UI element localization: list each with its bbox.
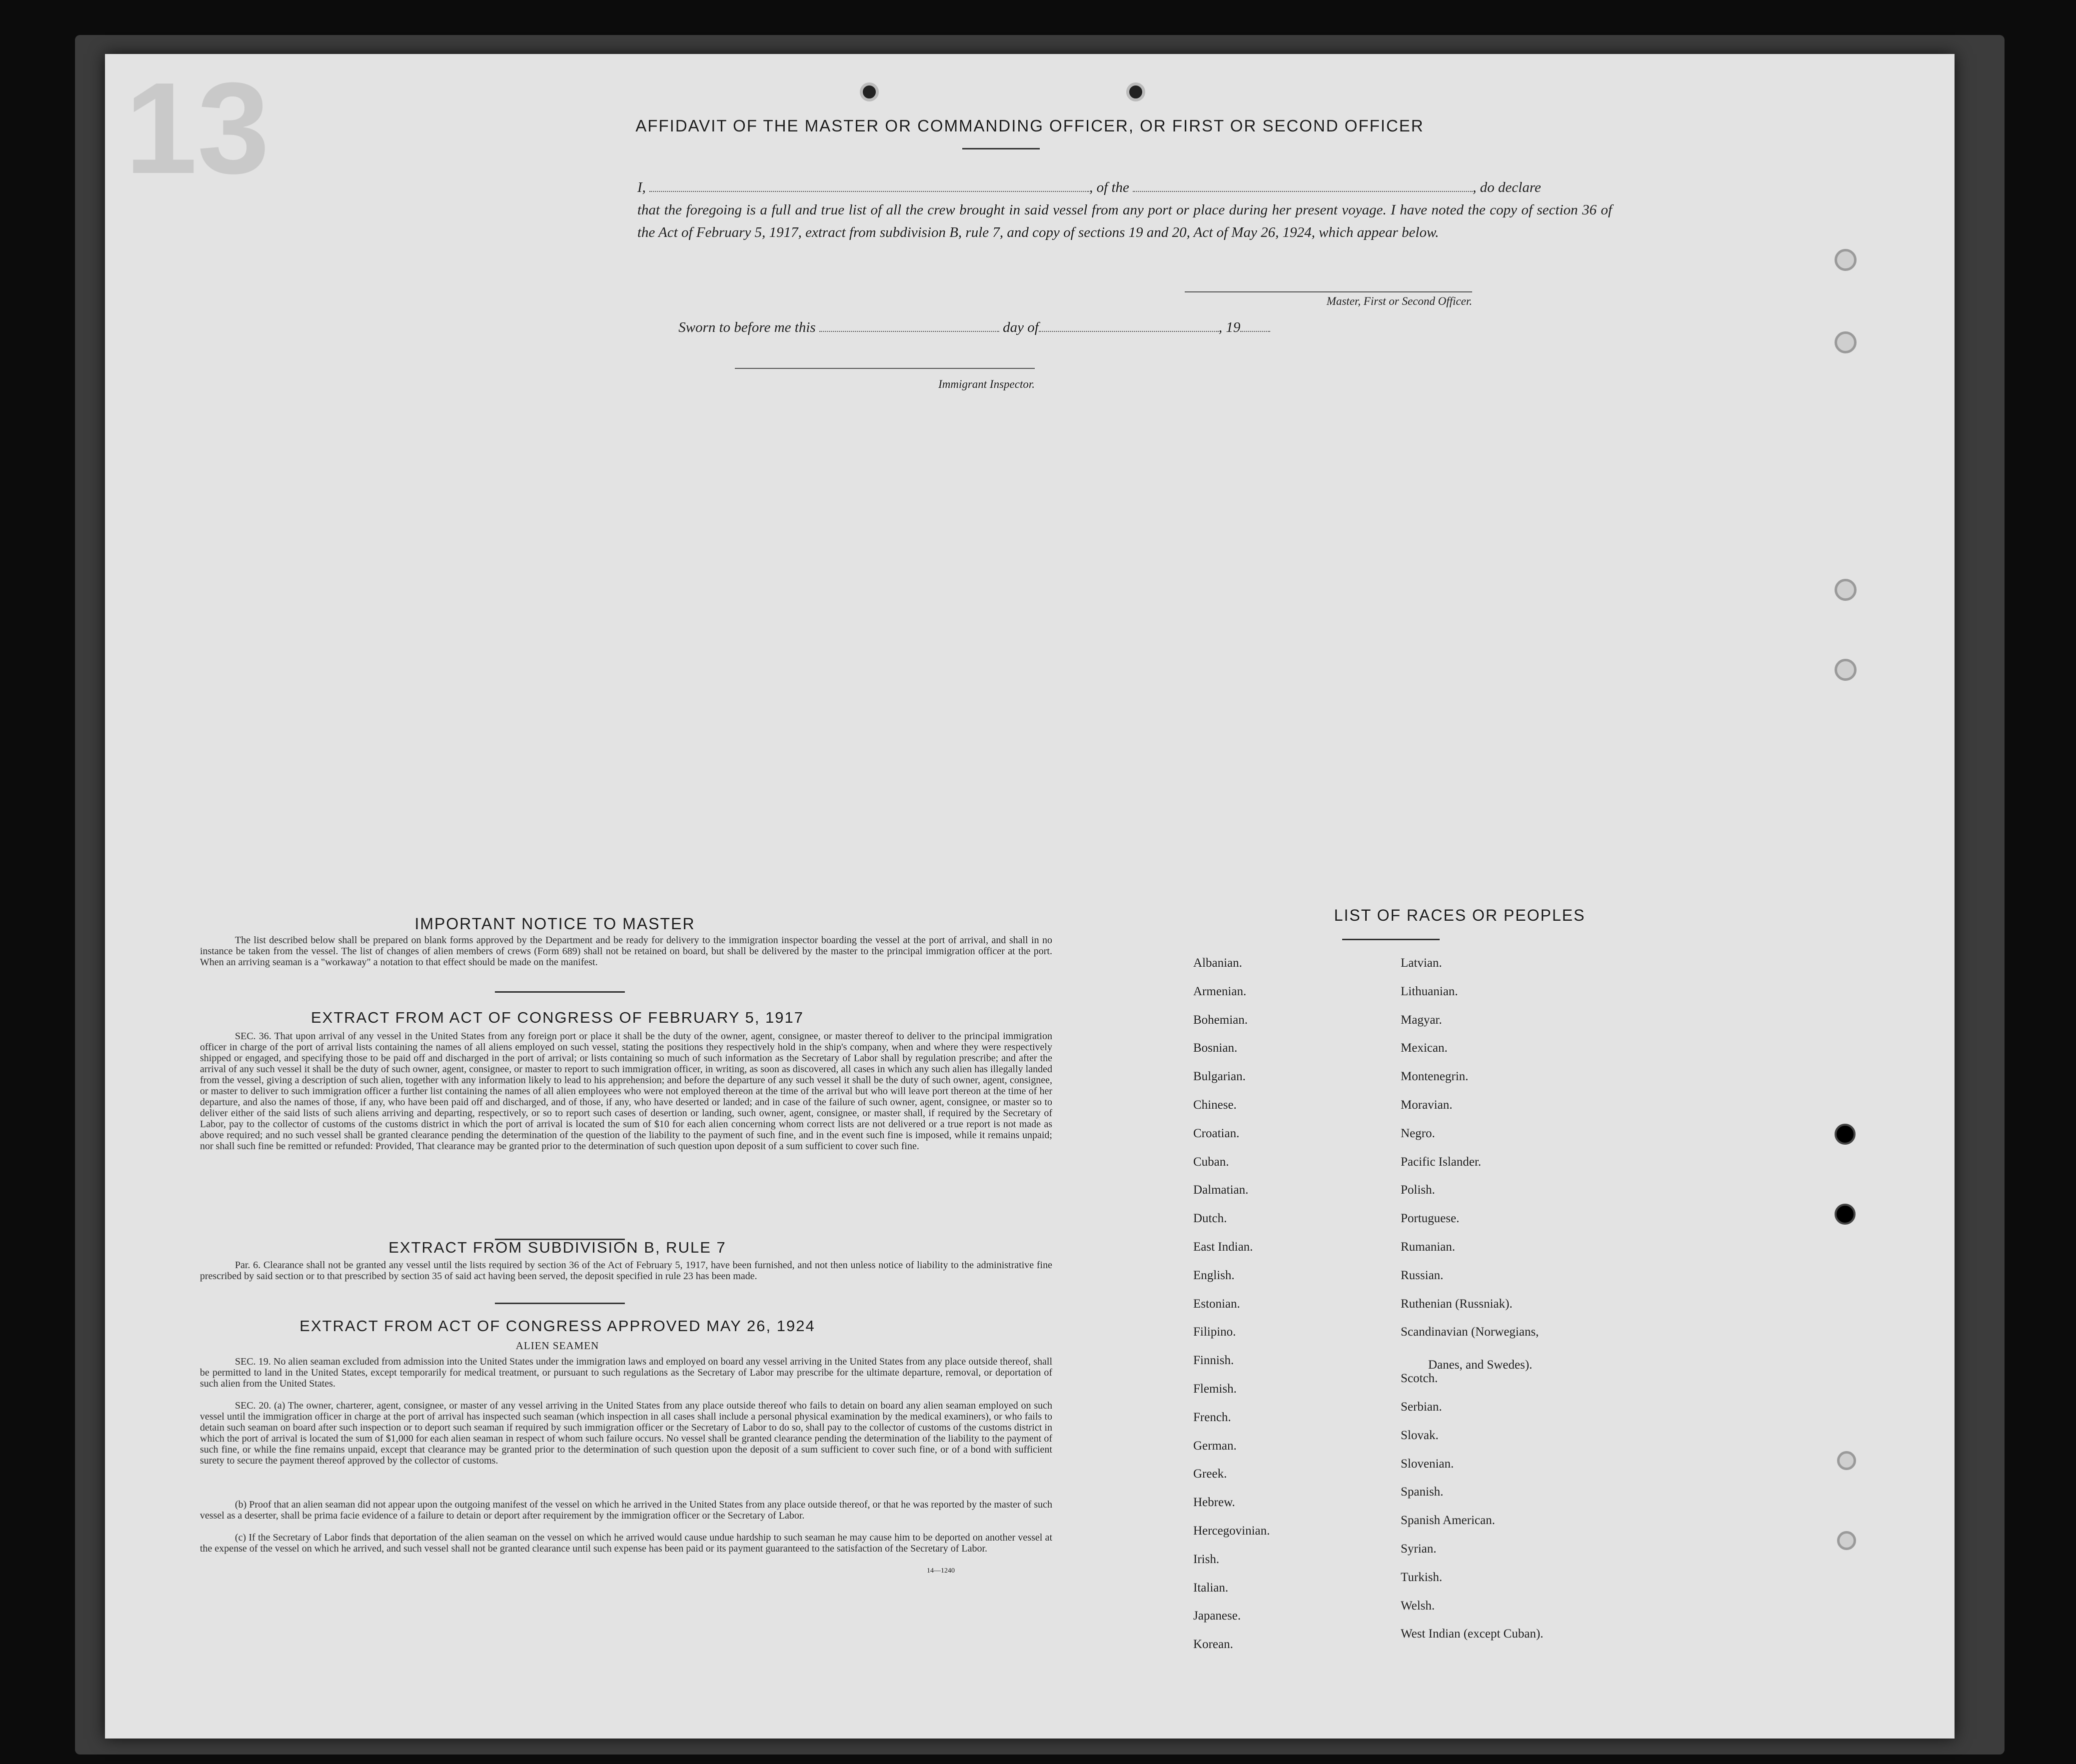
form-number: 14—1240 (927, 1567, 955, 1575)
race-item: Scotch. (1401, 1372, 1438, 1386)
punch-hole-top-right (1126, 82, 1145, 101)
affidavit-text (637, 176, 1612, 244)
punch-hole-right-4 (1835, 659, 1857, 681)
sworn-year-field[interactable] (1240, 331, 1270, 332)
race-item: Filipino. (1193, 1325, 1236, 1339)
sworn-day-label: day of (1003, 319, 1039, 335)
race-item: Dutch. (1193, 1212, 1227, 1226)
race-item: Bulgarian. (1193, 1070, 1246, 1084)
master-caption: Master, First or Second Officer. (1326, 295, 1472, 307)
race-item: Negro. (1401, 1126, 1435, 1140)
race-item: Greek. (1193, 1467, 1227, 1481)
affidavit-body: that the foregoing is a full and true list of all the crew brought in said vessel from any port or place during her present voyage. I have noted the copy of section 36 of the Act of February 5, 1917, extract from subdivision B, rule 7, and copy of sections 19 and 20, Act of May 26, 1924, which appear below. (637, 202, 1612, 240)
race-item: Lithuanian. (1401, 984, 1458, 998)
notice-rule (495, 991, 625, 993)
affidavit-i-label: I, (637, 179, 646, 195)
punch-hole-right-1 (1835, 249, 1857, 271)
inspector-caption: Immigrant Inspector. (938, 378, 1035, 390)
punch-hole-right-3 (1835, 579, 1857, 601)
race-item: Dalmatian. (1193, 1183, 1249, 1197)
race-item: Polish. (1401, 1183, 1435, 1197)
race-item: Serbian. (1401, 1400, 1442, 1414)
race-item: Bohemian. (1193, 1013, 1248, 1027)
race-item: Spanish American. (1401, 1514, 1495, 1528)
notice-heading: IMPORTANT NOTICE TO MASTER (414, 915, 695, 933)
manifest-page (105, 54, 1955, 1739)
rule7-body: Par. 6. Clearance shall not be granted any vessel until the lists required by section 36 of the Act of February 5, 1917, have been furnished, and not then unless notice of liability to the administrative fine prescribed by said section or to that prescribed by section 35 of said act having been served, the deposit specified in rule 23 has been made. (200, 1260, 1052, 1282)
rule7-rule (495, 1303, 625, 1304)
race-item: Slovak. (1401, 1428, 1439, 1442)
extract-1917-heading: EXTRACT FROM ACT OF CONGRESS OF FEBRUARY 5, 1917 (310, 1009, 804, 1026)
punch-hole-right-5 (1835, 1124, 1856, 1145)
race-item: Latvian. (1401, 956, 1442, 970)
race-item: Chinese. (1193, 1098, 1237, 1112)
extract-1917-body: SEC. 36. That upon arrival of any vessel in the United States from any foreign port or place it shall be the duty of the owner, agent, consignee, or master thereof to deliver to the principal immigration officer in charge of the port of arrival lists containing the names of all aliens employed on such vessel, stating the positions they respectively hold in the ship's company, when and where they were respectively shipped or engaged, and specifying those to be paid off and discharged in the port of arrival; or lists containing so much of such information as the Secretary of Labor shall by regulation prescribe; and after the arrival of any such vessel it shall be the duty of such owner, agent, consignee, or master to report to such immigration officer, in writing, as soon as discovered, all cases in which any such alien has illegally landed from the vessel, giving a description of such alien, together with any information likely to lead to his apprehension; and before the departure of any such vessel it shall be the duty of such owner, agent, consignee, or master to deliver to such immigration officer a further list containing the names of all alien employees who were not employed thereon at the time of the arrival but who will leave port thereon at the time of her departure, and also the names of those, if any, who have been paid off and discharged, and of those, if any, who have deserted or landed; and in case of the failure of such owner, agent, consignee, or master so to deliver either of the said lists of such aliens arriving and departing, respectively, or so to report such cases of desertion or landing, such owner, agent, consignee, or master shall, if required by the Secretary of Labor, pay to the collector of customs of the customs district in which the port of arrival is located the sum of $10 for each alien concerning whom correct lists are not delivered or a true report is not made as above required; and no such vessel shall be granted clearance pending the determination of the question of the liability to the payment of such fine, and in the event such fine is imposed, while it remains unpaid; nor shall such fine be remitted or refunded: Provided, That clearance may be granted prior to the determination of such question upon deposit of a sum sufficient to cover such fine. (200, 1031, 1052, 1152)
extract-1924-sec19: SEC. 19. No alien seaman excluded from admission into the United States under the immigration laws and employed on board any vessel arriving in the United States from any place outside thereof, shall be permitted to land in the United States, except temporarily for medical treatment, or pursuant to such regulations as the Secretary of Labor may prescribe for the ultimate departure, removal, or deportation of such alien from the United States. (200, 1356, 1052, 1389)
race-item: Italian. (1193, 1581, 1229, 1595)
sworn-prefix: Sworn to before me this (678, 319, 816, 335)
race-item: Turkish. (1401, 1570, 1443, 1584)
race-item: Korean. (1193, 1638, 1233, 1652)
race-item: Danes, and Swedes). (1428, 1358, 1533, 1372)
inspector-signature-line[interactable] (735, 368, 1035, 369)
punch-hole-right-8 (1837, 1531, 1856, 1550)
affidavit-of-label: , of the (1089, 179, 1129, 195)
race-item: East Indian. (1193, 1240, 1253, 1254)
extract-1924-sec20a: SEC. 20. (a) The owner, charterer, agent, consignee, or master of any vessel arriving in the United States from any place outside thereof who fails to detain on board any alien seaman employed on such vessel until the immigration officer in charge at the port of arrival has inspected such seaman (which inspection in all cases shall include a personal physical examination by the medical examiners), or who fails to detain such seaman on board after such inspection or to deport such seaman if required by such immigration officer or the Secretary of Labor to do so, shall pay to the collector of customs of the customs district in which the port of arrival is located the sum of $1,000 for each alien seaman in respect of whom such failure occurs. No vessel shall be granted clearance pending the determination of the liability to the payment of such fine, or while the fine remains unpaid, except that clearance may be granted prior to the determination of such question upon the deposit of a sum sufficient to cover such fine, or of a bond with sufficient surety to secure the payment thereof approved by the collector of customs. (200, 1400, 1052, 1466)
race-item: Croatian. (1193, 1126, 1240, 1140)
punch-hole-right-7 (1837, 1451, 1856, 1470)
races-heading: LIST OF RACES OR PEOPLES (1334, 906, 1586, 924)
race-item: Scandinavian (Norwegians, (1401, 1325, 1539, 1339)
declarant-vessel-field[interactable] (1133, 191, 1473, 192)
race-item: English. (1193, 1268, 1235, 1282)
affidavit-declare-label: , do declare (1473, 179, 1541, 195)
race-item: Irish. (1193, 1552, 1220, 1566)
bleed-through-page-number: 13 (125, 56, 270, 201)
race-item: Flemish. (1193, 1382, 1237, 1396)
extract-1924-heading: EXTRACT FROM ACT OF CONGRESS APPROVED MAY 26, 1924 (299, 1317, 815, 1335)
punch-hole-right-2 (1835, 331, 1857, 353)
master-signature-line[interactable] (1185, 291, 1472, 292)
race-item: Hercegovinian. (1193, 1524, 1270, 1538)
race-item: German. (1193, 1439, 1237, 1453)
race-item: Spanish. (1401, 1485, 1444, 1499)
extract-1924-sec20c: (c) If the Secretary of Labor finds that deportation of the alien seaman on the vessel on which he arrived would cause undue hardship to such seaman he may cause him to be deported on another vessel at the expense of the vessel on which he arrived, and such vessel shall not be granted clearance until such expense has been paid or its payment guaranteed to the satisfaction of the Secretary of Labor. (200, 1532, 1052, 1554)
notice-body: The list described below shall be prepared on blank forms approved by the Department and be ready for delivery to the immigration inspector boarding the vessel at the port of arrival, and shall in no instance be taken from the vessel. The list of changes of alien members of crews (Form 689) shall not be retained on board, but shall be delivered by the master to the principal immigration officer at the port. When an arriving seaman is a "workaway" a notation to that effect should be made on the manifest. (200, 935, 1052, 968)
race-item: Portuguese. (1401, 1212, 1460, 1226)
races-heading-rule (1342, 939, 1440, 940)
race-item: Rumanian. (1401, 1240, 1456, 1254)
race-item: Moravian. (1401, 1098, 1453, 1112)
extract-1924-sec20b: (b) Proof that an alien seaman did not appear upon the outgoing manifest of the vessel on which he arrived in the United States from any place outside thereof, or that he was reported by the master of such vessel as a deserter, shall be prima facie evidence of a failure to detain or deport after requirement by the immigration officer or the Secretary of Labor. (200, 1499, 1052, 1521)
sworn-line (637, 316, 1612, 339)
sworn-year-label: , 19 (1218, 319, 1241, 335)
race-item: West Indian (except Cuban). (1401, 1627, 1544, 1641)
race-item: Welsh. (1401, 1599, 1435, 1613)
race-item: Finnish. (1193, 1354, 1234, 1368)
rule7-heading: EXTRACT FROM SUBDIVISION B, RULE 7 (388, 1239, 726, 1256)
alien-seamen-subheading: ALIEN SEAMEN (515, 1340, 599, 1352)
declarant-name-field[interactable] (649, 191, 1089, 192)
race-item: Mexican. (1401, 1041, 1448, 1055)
race-item: Slovenian. (1401, 1457, 1454, 1471)
race-item: Syrian. (1401, 1542, 1437, 1556)
sworn-month-field[interactable] (1039, 331, 1219, 332)
race-item: Japanese. (1193, 1609, 1241, 1623)
race-item: Russian. (1401, 1268, 1444, 1282)
race-item: Pacific Islander. (1401, 1155, 1482, 1169)
affidavit-heading: AFFIDAVIT OF THE MASTER OR COMMANDING OFFICER, OR FIRST OR SECOND OFFICER (635, 116, 1424, 135)
race-item: Magyar. (1401, 1013, 1442, 1027)
sworn-day-field[interactable] (819, 331, 999, 332)
race-item: Ruthenian (Russniak). (1401, 1297, 1513, 1311)
race-item: French. (1193, 1410, 1231, 1424)
race-item: Armenian. (1193, 984, 1247, 998)
race-item: Montenegrin. (1401, 1070, 1469, 1084)
race-item: Albanian. (1193, 956, 1242, 970)
race-item: Hebrew. (1193, 1496, 1235, 1510)
punch-hole-right-6 (1835, 1204, 1856, 1225)
race-item: Estonian. (1193, 1297, 1240, 1311)
punch-hole-top-left (860, 82, 879, 101)
race-item: Bosnian. (1193, 1041, 1238, 1055)
affidavit-heading-rule (962, 148, 1040, 149)
race-item: Cuban. (1193, 1155, 1229, 1169)
